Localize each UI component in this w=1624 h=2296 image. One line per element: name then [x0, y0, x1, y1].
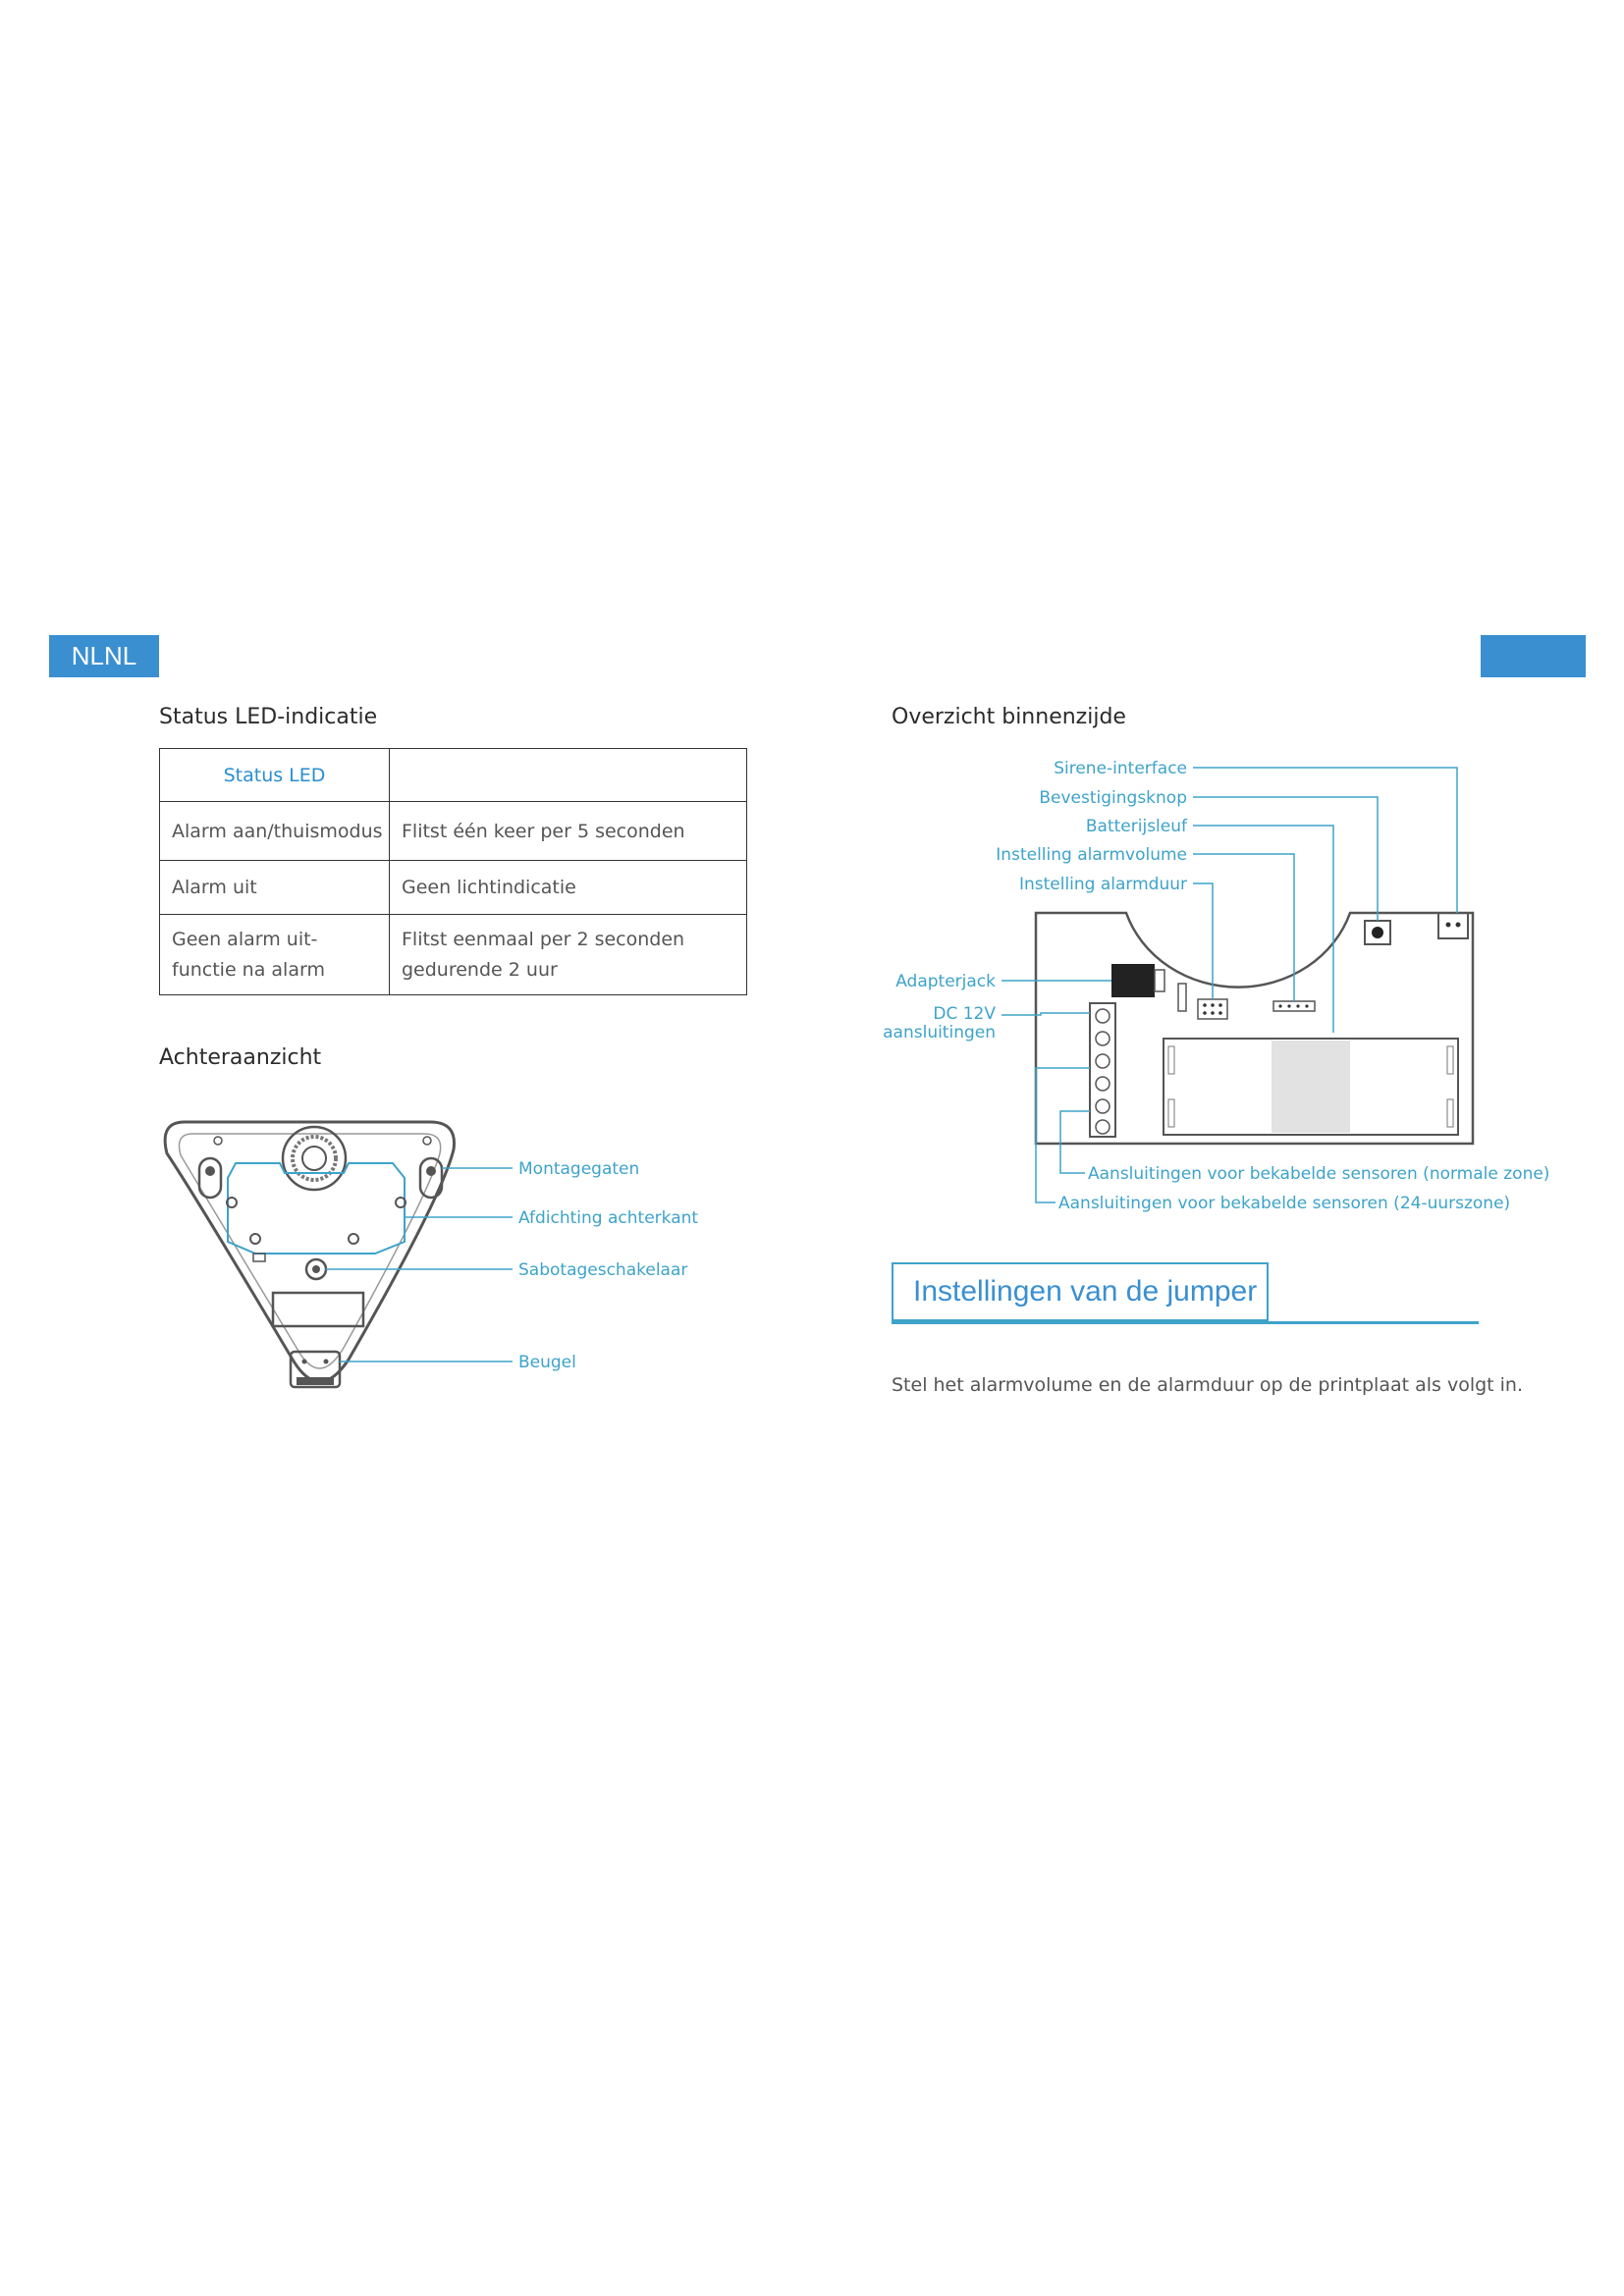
- table-row: [160, 915, 747, 995]
- status-led-heading: Status LED-indicatie: [159, 705, 378, 729]
- callout-label: Montagegaten: [518, 1159, 640, 1179]
- table-row: [160, 861, 747, 915]
- inside-view-diagram: [883, 756, 1550, 1227]
- table-cell: Geen lichtindicatie: [390, 861, 747, 915]
- label-window: [273, 1293, 363, 1326]
- housing-outline: [165, 1122, 454, 1382]
- duration-jumper: [1198, 999, 1227, 1019]
- table-cell: Geen alarm uit-functie na alarm: [160, 915, 390, 995]
- callout-label: aansluitingen: [883, 1023, 996, 1042]
- table-cell: Alarm aan/thuismodus: [160, 802, 390, 861]
- language-tab: NLNL: [49, 635, 159, 677]
- table-cell: Alarm uit: [160, 861, 390, 915]
- jumper-settings-title: Instellingen van de jumper: [892, 1262, 1269, 1321]
- confirm-button-icon: [1365, 921, 1390, 944]
- callout-label: Afdichting achterkant: [518, 1208, 699, 1228]
- callout-label: DC 12V: [933, 1004, 996, 1024]
- battery-slot: [1164, 1039, 1458, 1135]
- table-row: [160, 802, 747, 861]
- table-cell: Flitst eenmaal per 2 seconden gedurende 2 uur: [390, 915, 747, 995]
- table-header-row: [160, 749, 747, 802]
- table-cell: Flitst één keer per 5 seconden: [390, 802, 747, 861]
- table-header-cell: Status LED: [160, 749, 390, 802]
- table-header-cell-empty: [390, 749, 747, 802]
- callout-label: Beugel: [518, 1353, 576, 1372]
- callout-label: Bevestigingsknop: [1039, 788, 1187, 808]
- callout-label: Adapterjack: [895, 972, 996, 991]
- circuit-board: [1036, 913, 1473, 1144]
- tamper-switch-icon: [306, 1259, 326, 1279]
- volume-jumper: [1273, 1001, 1315, 1011]
- callout-label: Instelling alarmduur: [1018, 875, 1187, 894]
- back-view-diagram: [147, 1104, 717, 1418]
- callout-label: Batterijsleuf: [1085, 817, 1187, 836]
- back-view-heading: Achteraanzicht: [159, 1045, 322, 1070]
- back-seal-outline: [228, 1163, 405, 1254]
- title-underline: [892, 1321, 1479, 1324]
- jumper-intro-text: Stel het alarmvolume en de alarmduur op de printplaat als volgt in.: [892, 1374, 1524, 1396]
- callout-label: Instelling alarmvolume: [996, 845, 1187, 865]
- callout-label: Aansluitingen voor bekabelde sensoren (normale zone): [1088, 1164, 1550, 1184]
- callout-label: Sirene-interface: [1054, 759, 1187, 778]
- callout-label: Aansluitingen voor bekabelde sensoren (24-uurszone): [1058, 1194, 1511, 1213]
- siren-interface-icon: [1438, 913, 1468, 938]
- inside-view-heading: Overzicht binnenzijde: [892, 705, 1126, 729]
- terminal-block: [1090, 1003, 1115, 1137]
- language-tab-right: [1481, 635, 1586, 677]
- status-led-table: [159, 748, 747, 995]
- callout-label: Sabotageschakelaar: [518, 1260, 688, 1280]
- adapter-jack-icon: [1111, 964, 1155, 997]
